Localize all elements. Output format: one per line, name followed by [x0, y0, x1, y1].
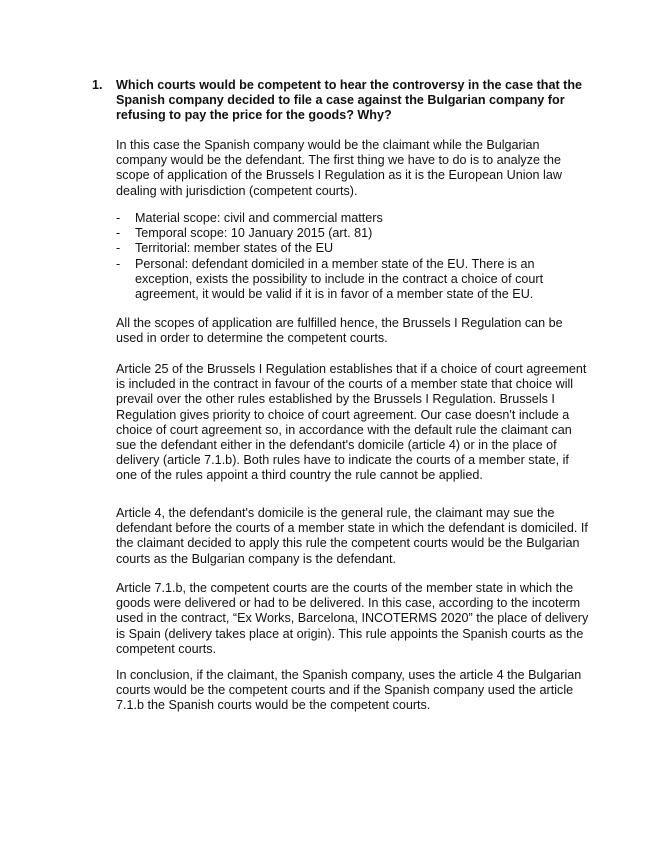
conclusion-paragraph: In conclusion, if the claimant, the Spanish company, uses the article 4 the Bulgarian courts would be the competent courts and if the Spanish company used the article 7.1.b the Spanish courts would be the competent courts. — [116, 668, 582, 713]
question-text: Which courts would be competent to hear the controversy in the case that the Spanish company decided to file a case against the Bulgarian company for refusing to pay the price for the goods? Why? — [116, 78, 583, 123]
list-item-text: Material scope: civil and commercial matters — [135, 211, 383, 225]
article-7-paragraph: Article 7.1.b, the competent courts are the courts of the member state in which the goods were delivered or had to be delivered. In this case, according to the incoterm used in the contract, “Ex Works, Barcelona, INCOTERMS 2020” the place of delivery is Spain (delivery takes place at origin). This rule appoints the Spanish courts as the competent courts. — [116, 581, 589, 656]
scope-list — [116, 211, 590, 302]
article-25-paragraph: Article 25 of the Brussels I Regulation establishes that if a choice of court agreement is included in the contract in favour of the courts of a member state that choice will prevail over the other rules established by the Brussels I Regulation. Brussels I Regulation gives priority to choice of court agreement. Our case doesn't include a choice of court agreement so, in accordance with the default rule the claimant can sue the defendant either in the defendant's domicile (article 4) or in the place of delivery (article 7.1.b). Both rules have to indicate the courts of a member state, if one of the rules appoint a third country the rule cannot be applied. — [116, 362, 587, 483]
list-item-text: Personal: defendant domiciled in a member state of the EU. There is an exception, exists the possibility to include in the contract a choice of court agreement, it would be valid if it is in favor of a member state of the EU. — [135, 256, 544, 302]
list-item-text: Temporal scope: 10 January 2015 (art. 81) — [135, 226, 373, 241]
intro-paragraph: In this case the Spanish company would be the claimant while the Bulgarian company would be the defendant. The first thing we have to do is to analyze the scope of application of the Brussels I Regulation as it is the European Union law dealing with jurisdiction (competent courts). — [116, 138, 562, 198]
article-4-paragraph: Article 4, the defendant's domicile is the general rule, the claimant may sue the defendant before the courts of a member state in which the defendant is domiciled. If the claimant decided to apply this rule the competent courts would be the Bulgarian courts as the Bulgarian company is the defendant. — [116, 506, 588, 566]
question-number: 1. — [92, 78, 103, 92]
list-item — [116, 226, 590, 241]
list-item — [116, 211, 590, 226]
bullet-dash: - — [116, 226, 121, 241]
bullet-dash: - — [116, 241, 121, 256]
bullet-dash: - — [116, 211, 121, 225]
list-item — [116, 241, 590, 256]
bullet-dash: - — [116, 256, 121, 271]
list-item — [116, 257, 590, 303]
list-item-text: Territorial: member states of the EU — [135, 241, 334, 256]
scopes-conclusion-paragraph: All the scopes of application are fulfilled hence, the Brussels I Regulation can be used in order to determine the competent courts. — [116, 316, 563, 346]
